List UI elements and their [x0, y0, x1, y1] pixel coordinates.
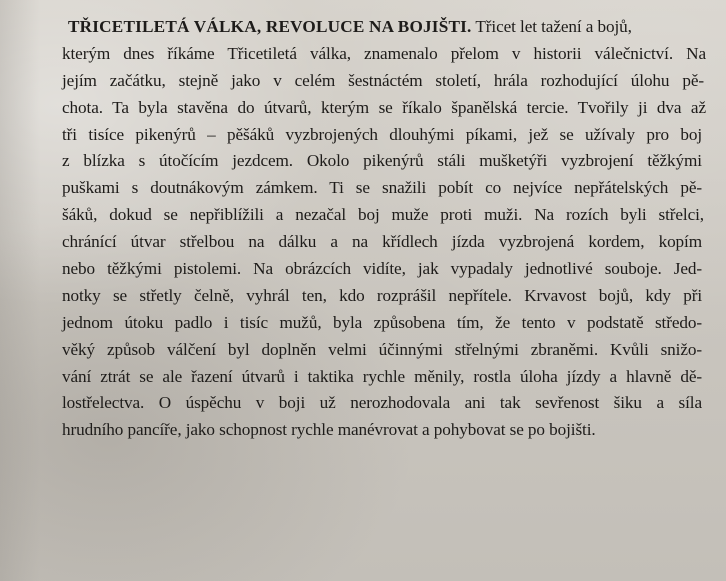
article-heading: TŘICETILETÁ VÁLKA, REVOLUCE NA BOJIŠTI. [68, 17, 472, 36]
text-line-10: nebo těžkými pistolemi. Na obrázcích vidíte, jak vypadaly jednotlivé souboje. Jed- [62, 259, 702, 279]
text-line-7: puškami s doutnákovým zámkem. Ti se snažili pobít co nejvíce nepřátelských pě- [62, 178, 702, 198]
page-shadow [0, 0, 40, 581]
text-line-11: notky se střetly čelně, vyhrál ten, kdo rozprášil nepřítele. Krvavost bojů, kdy při [62, 285, 702, 305]
text-line-15: lostřelectva. O úspěchu v boji už nerozhodovala ani tak sevřenost šiku a síla [62, 393, 702, 413]
text-line-3: jejím začátku, stejně jako v celém šestnáctém století, hrála rozhodující úlohu pě- [62, 70, 704, 90]
text-line-1-body: Třicet let tažení a bojů, [475, 17, 632, 36]
text-line-9: chránící útvar střelbou na dálku a na křídlech jízda vyzbrojená kordem, kopím [62, 232, 702, 252]
text-line-14: vání ztrát se ale řazení útvarů i taktika rychle měnily, rostla úloha jízdy a hlavně dě- [62, 366, 702, 386]
text-line-16: hrudního pancíře, jako schopnost rychle manévrovat a pohybovat se po bojišti. [62, 420, 596, 440]
text-line-6: z blízka s útočícím jezdcem. Okolo pikenýrů stáli mušketýři vyzbrojení těžkými [62, 151, 702, 171]
text-line-1 [62, 14, 712, 41]
text-line-4: chota. Ta byla stavěna do útvarů, kterým se říkalo španělská tercie. Tvořily ji dva až [62, 97, 706, 117]
text-line-12: jednom útoku padlo i tisíc mužů, byla způsobena tím, že tento v podstatě středo- [62, 312, 702, 332]
article-text-block [62, 14, 712, 444]
text-line-8: šáků, dokud se nepřiblížili a nezačal boj muže proti muži. Na rozích byli střelci, [62, 205, 704, 225]
text-line-5: tři tisíce pikenýrů – pěšáků vyzbrojených dlouhými píkami, jež se užívaly pro boj [62, 124, 702, 144]
text-line-13: věký způsob válčení byl doplněn velmi účinnými střelnými zbraněmi. Kvůli snižo- [62, 339, 702, 359]
text-line-2: kterým dnes říkáme Třicetiletá válka, znamenalo přelom v historii válečnictví. Na [62, 43, 706, 63]
